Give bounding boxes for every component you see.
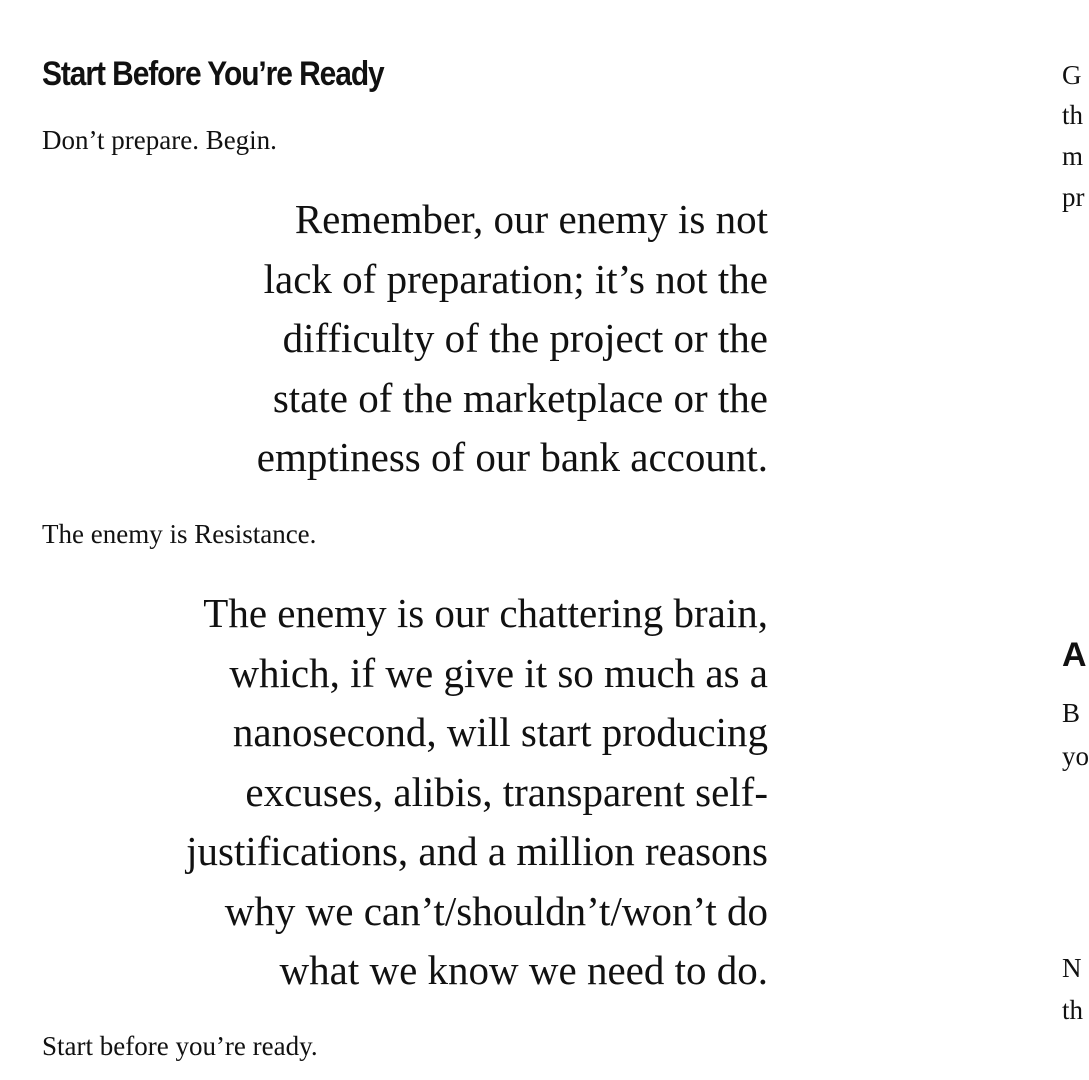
body-text: The enemy is Resistance. [42, 519, 317, 549]
quote-line: lack of preparation; it’s not the [263, 255, 768, 302]
next-page-fragment [1062, 0, 1089, 1080]
quote-line: difficulty of the project or the [282, 315, 768, 361]
fragment-text: th [1062, 100, 1084, 130]
quote-line: which, if we give it so much as a [229, 649, 768, 696]
quote-line: what we know we need to do. [279, 947, 768, 993]
pull-quote-1 [257, 190, 768, 488]
fragment-text: G [1062, 60, 1082, 90]
quote-line: why we can’t/shouldn’t/won’t do [224, 887, 768, 934]
fragment-text: m [1062, 141, 1084, 171]
quote-line: nanosecond, will start producing [232, 709, 768, 755]
fragment-heading: A [1062, 636, 1087, 674]
quote-line: The enemy is our chattering brain, [203, 590, 768, 636]
section-heading: Start Before You’re Ready [42, 55, 384, 93]
quote-line: state of the marketplace or the [272, 374, 768, 421]
quote-line: justifications, and a million reasons [186, 828, 768, 874]
fragment-text: pr [1062, 182, 1085, 212]
subheading: Don’t prepare. Begin. [42, 125, 277, 155]
closing-line: Start before you’re ready. [42, 1031, 318, 1061]
fragment-text: B [1062, 698, 1081, 728]
pull-quote-2 [186, 584, 768, 1001]
quote-line: Remember, our enemy is not [294, 196, 768, 242]
fragment-text: th [1062, 995, 1084, 1025]
quote-line: emptiness of our bank account. [256, 434, 768, 480]
quote-line: excuses, alibis, transparent self- [245, 768, 768, 815]
fragment-text: N [1062, 953, 1082, 983]
fragment-text: yo [1062, 741, 1089, 771]
